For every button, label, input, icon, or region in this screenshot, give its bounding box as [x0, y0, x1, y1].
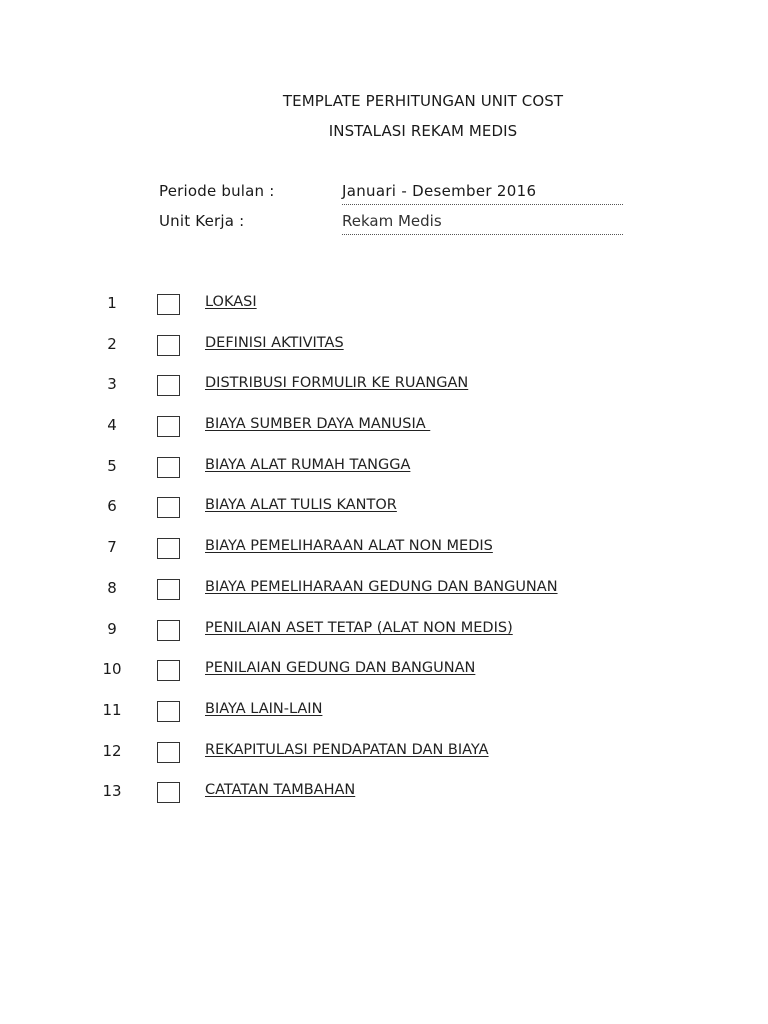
- item-link[interactable]: LOKASI: [205, 294, 257, 310]
- list-item: [0, 740, 768, 781]
- item-checkbox[interactable]: [157, 457, 180, 478]
- item-link[interactable]: DISTRIBUSI FORMULIR KE RUANGAN: [205, 375, 469, 392]
- list-item: [0, 618, 768, 659]
- item-link[interactable]: PENILAIAN ASET TETAP (ALAT NON MEDIS): [205, 619, 513, 636]
- item-number: 13: [102, 782, 122, 801]
- item-link[interactable]: BIAYA ALAT RUMAH TANGGA: [205, 456, 411, 473]
- item-checkbox[interactable]: [157, 620, 180, 641]
- item-link[interactable]: BIAYA PEMELIHARAAN ALAT NON MEDIS: [205, 538, 493, 555]
- list-item: [0, 292, 768, 333]
- item-number: 7: [107, 538, 117, 557]
- item-checkbox[interactable]: [157, 497, 180, 518]
- document-subtitle: INSTALASI REKAM MEDIS: [328, 122, 518, 140]
- list-item: [0, 536, 768, 577]
- item-checkbox[interactable]: [157, 538, 180, 559]
- item-number: 10: [102, 660, 122, 679]
- item-checkbox[interactable]: [157, 701, 180, 722]
- item-checkbox[interactable]: [157, 660, 180, 681]
- item-link[interactable]: BIAYA ALAT TULIS KANTOR: [205, 497, 397, 514]
- list-item: [0, 699, 768, 740]
- list-item: [0, 414, 768, 455]
- item-link[interactable]: REKAPITULASI PENDAPATAN DAN BIAYA: [205, 741, 489, 758]
- document-title: TEMPLATE PERHITUNGAN UNIT COST: [282, 92, 564, 110]
- item-link[interactable]: CATATAN TAMBAHAN: [205, 782, 356, 799]
- item-link[interactable]: BIAYA LAIN-LAIN: [205, 700, 323, 717]
- item-link[interactable]: BIAYA PEMELIHARAAN GEDUNG DAN BANGUNAN: [205, 578, 558, 595]
- list-item: [0, 495, 768, 536]
- checklist: [0, 292, 768, 821]
- item-number: 8: [107, 578, 117, 597]
- item-number: 1: [107, 294, 117, 312]
- item-number: 5: [107, 456, 117, 475]
- item-checkbox[interactable]: [157, 294, 180, 315]
- item-checkbox[interactable]: [157, 782, 180, 803]
- unit-kerja-value: Rekam Medis: [342, 212, 623, 235]
- list-item: [0, 577, 768, 618]
- item-number: 6: [107, 497, 117, 516]
- item-number: 4: [107, 416, 117, 435]
- unit-kerja-label: Unit Kerja :: [159, 212, 245, 230]
- list-item: [0, 333, 768, 374]
- item-number: 3: [107, 375, 117, 394]
- item-link[interactable]: PENILAIAN GEDUNG DAN BANGUNAN: [205, 660, 476, 677]
- item-checkbox[interactable]: [157, 742, 180, 763]
- periode-value: Januari - Desember 2016: [342, 182, 623, 205]
- item-number: 2: [107, 334, 117, 353]
- item-checkbox[interactable]: [157, 579, 180, 600]
- list-item: [0, 373, 768, 414]
- item-checkbox[interactable]: [157, 335, 180, 356]
- list-item: [0, 658, 768, 699]
- item-number: 12: [102, 741, 122, 760]
- item-number: 11: [102, 700, 122, 719]
- item-link[interactable]: DEFINISI AKTIVITAS: [205, 334, 344, 351]
- item-checkbox[interactable]: [157, 375, 180, 396]
- item-number: 9: [107, 619, 117, 638]
- item-link[interactable]: BIAYA SUMBER DAYA MANUSIA: [205, 416, 431, 433]
- list-item: [0, 780, 768, 821]
- list-item: [0, 455, 768, 496]
- periode-label: Periode bulan :: [159, 182, 275, 200]
- item-checkbox[interactable]: [157, 416, 180, 437]
